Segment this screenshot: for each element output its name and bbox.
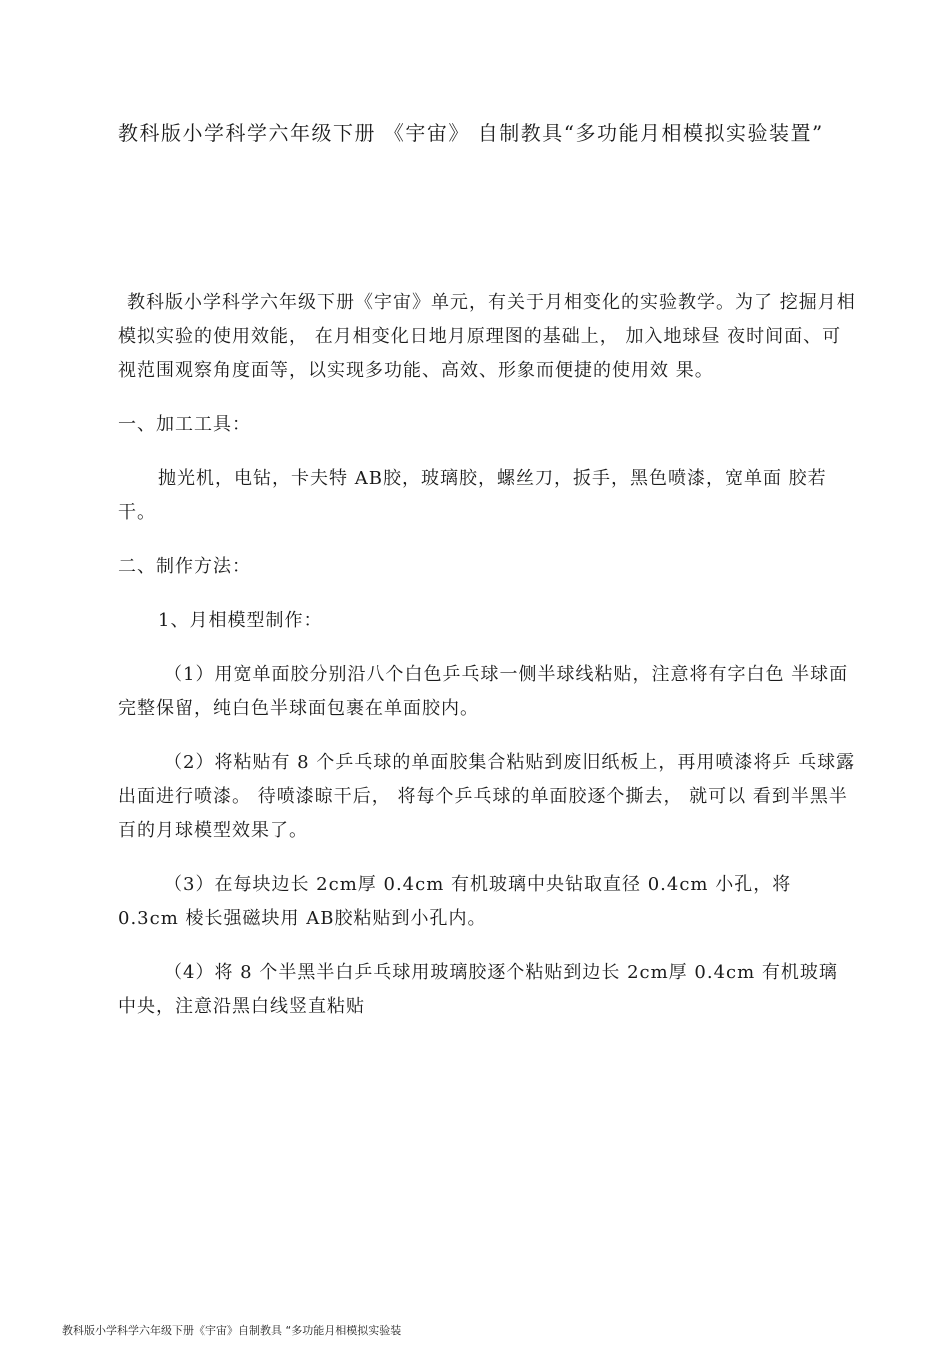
step-paragraph: （2）将粘贴有 8 个乒乓球的单面胶集合粘贴到废旧纸板上，再用喷漆将乒 乓球露出面进行喷漆。 待喷漆晾干后， 将每个乒乓球的单面胶逐个撕去， 就可以 看到半黑半百的月球模型效果了。 [118, 752, 856, 841]
page-footer: 教科版小学科学六年级下册《宇宙》自制教具 “多功能月相模拟实验装 [62, 1324, 402, 1337]
document-title: 教科版小学科学六年级下册 《宇宙》 自制教具“多功能月相模拟实验装置” [118, 121, 824, 145]
step-paragraph: （1）用宽单面胶分别沿八个白色乒乓球一侧半球线粘贴，注意将有字白色 半球面完整保留，纯白色半球面包裹在单面胶内。 [118, 664, 849, 719]
intro-paragraph: 教科版小学科学六年级下册《宇宙》单元，有关于月相变化的实验教学。为了 挖掘月相模拟实验的使用效能， 在月相变化日地月原理图的基础上， 加入地球昼 夜时间面、可视范围观察角度面等，以实现多功能、高效、形象而便捷的使用效 果。 [118, 292, 856, 381]
subsection-heading-moon-model: 1、月相模型制作： [158, 610, 323, 631]
section-heading-tools: 一、加工工具： [118, 414, 251, 435]
step-paragraph: （4）将 8 个半黑半白乒乓球用玻璃胶逐个粘贴到边长 2cm厚 0.4cm 有机玻璃中央，注意沿黑白线竖直粘贴 [118, 962, 838, 1017]
section-heading-method: 二、制作方法： [118, 556, 251, 577]
tools-paragraph: 抛光机，电钻，卡夫特 AB胶，玻璃胶，螺丝刀，扳手，黑色喷漆，宽单面 胶若干。 [118, 468, 827, 523]
document-body [118, 286, 856, 1024]
step-paragraph: （3）在每块边长 2cm厚 0.4cm 有机玻璃中央钻取直径 0.4cm 小孔，将 0.3cm 棱长强磁块用 AB胶粘贴到小孔内。 [118, 874, 792, 929]
